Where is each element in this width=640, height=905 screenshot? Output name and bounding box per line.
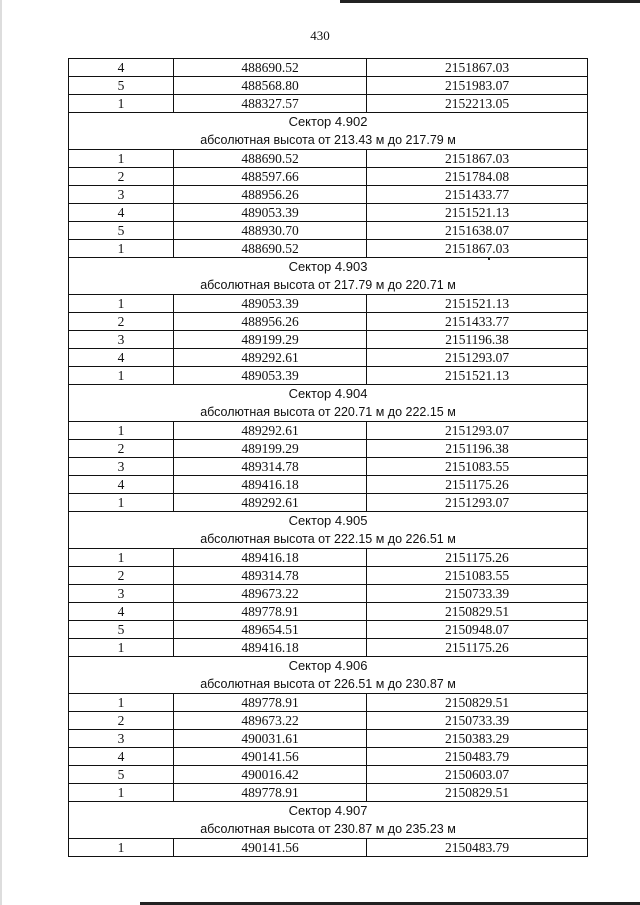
y-coordinate-cell: 2151196.38 bbox=[367, 440, 588, 458]
sector-title-row bbox=[69, 802, 588, 821]
point-number-cell: 5 bbox=[69, 621, 174, 639]
sector-title: Сектор 4.905 bbox=[69, 512, 588, 531]
x-coordinate-cell: 489416.18 bbox=[174, 549, 367, 567]
point-number-cell: 2 bbox=[69, 313, 174, 331]
y-coordinate-cell: 2150829.51 bbox=[367, 694, 588, 712]
x-coordinate-cell: 488597.66 bbox=[174, 168, 367, 186]
table-row bbox=[69, 349, 588, 367]
point-number-cell: 1 bbox=[69, 839, 174, 857]
x-coordinate-cell: 488956.26 bbox=[174, 186, 367, 204]
table-row bbox=[69, 168, 588, 186]
point-number-cell: 4 bbox=[69, 603, 174, 621]
x-coordinate-cell: 489199.29 bbox=[174, 331, 367, 349]
x-coordinate-cell: 490031.61 bbox=[174, 730, 367, 748]
table-row bbox=[69, 458, 588, 476]
y-coordinate-cell: 2151175.26 bbox=[367, 476, 588, 494]
y-coordinate-cell: 2151293.07 bbox=[367, 349, 588, 367]
scan-edge-left bbox=[0, 0, 2, 905]
table-row bbox=[69, 621, 588, 639]
x-coordinate-cell: 489778.91 bbox=[174, 603, 367, 621]
y-coordinate-cell: 2151983.07 bbox=[367, 77, 588, 95]
point-number-cell: 1 bbox=[69, 367, 174, 385]
x-coordinate-cell: 489416.18 bbox=[174, 639, 367, 657]
x-coordinate-cell: 488930.70 bbox=[174, 222, 367, 240]
y-coordinate-cell: 2152213.05 bbox=[367, 95, 588, 113]
y-coordinate-cell: 2150829.51 bbox=[367, 784, 588, 802]
table-row bbox=[69, 585, 588, 603]
point-number-cell: 1 bbox=[69, 494, 174, 512]
y-coordinate-cell: 2150829.51 bbox=[367, 603, 588, 621]
table-row bbox=[69, 186, 588, 204]
x-coordinate-cell: 489778.91 bbox=[174, 694, 367, 712]
point-number-cell: 1 bbox=[69, 95, 174, 113]
point-number-cell: 4 bbox=[69, 748, 174, 766]
sector-title: Сектор 4.903 bbox=[69, 258, 588, 277]
x-coordinate-cell: 489673.22 bbox=[174, 585, 367, 603]
x-coordinate-cell: 488690.52 bbox=[174, 59, 367, 77]
table-row bbox=[69, 204, 588, 222]
y-coordinate-cell: 2151867.03 bbox=[367, 240, 588, 258]
point-number-cell: 1 bbox=[69, 639, 174, 657]
x-coordinate-cell: 489654.51 bbox=[174, 621, 367, 639]
x-coordinate-cell: 488690.52 bbox=[174, 150, 367, 168]
table-row bbox=[69, 766, 588, 784]
x-coordinate-cell: 489053.39 bbox=[174, 367, 367, 385]
sector-title-row bbox=[69, 385, 588, 404]
point-number-cell: 4 bbox=[69, 349, 174, 367]
point-number-cell: 1 bbox=[69, 784, 174, 802]
sector-altitude-row bbox=[69, 530, 588, 549]
x-coordinate-cell: 489416.18 bbox=[174, 476, 367, 494]
point-number-cell: 5 bbox=[69, 222, 174, 240]
table-row bbox=[69, 295, 588, 313]
y-coordinate-cell: 2151521.13 bbox=[367, 367, 588, 385]
sector-altitude: абсолютная высота от 230.87 м до 235.23 м bbox=[69, 820, 588, 839]
sector-altitude: абсолютная высота от 213.43 м до 217.79 м bbox=[69, 131, 588, 150]
y-coordinate-cell: 2151293.07 bbox=[367, 494, 588, 512]
point-number-cell: 2 bbox=[69, 567, 174, 585]
y-coordinate-cell: 2151196.38 bbox=[367, 331, 588, 349]
y-coordinate-cell: 2151175.26 bbox=[367, 639, 588, 657]
table-row bbox=[69, 77, 588, 95]
point-number-cell: 1 bbox=[69, 295, 174, 313]
x-coordinate-cell: 488327.57 bbox=[174, 95, 367, 113]
x-coordinate-cell: 490016.42 bbox=[174, 766, 367, 784]
y-coordinate-cell: 2151433.77 bbox=[367, 313, 588, 331]
point-number-cell: 1 bbox=[69, 150, 174, 168]
sector-title: Сектор 4.904 bbox=[69, 385, 588, 404]
table-row bbox=[69, 603, 588, 621]
sector-altitude: абсолютная высота от 222.15 м до 226.51 м bbox=[69, 530, 588, 549]
table-row bbox=[69, 440, 588, 458]
scan-edge-top bbox=[340, 0, 640, 3]
sector-altitude-row bbox=[69, 276, 588, 295]
x-coordinate-cell: 488956.26 bbox=[174, 313, 367, 331]
table-row bbox=[69, 839, 588, 857]
point-number-cell: 3 bbox=[69, 331, 174, 349]
table-row bbox=[69, 222, 588, 240]
table-row bbox=[69, 694, 588, 712]
sector-title-row bbox=[69, 113, 588, 132]
table-row bbox=[69, 784, 588, 802]
table-row bbox=[69, 748, 588, 766]
x-coordinate-cell: 489292.61 bbox=[174, 349, 367, 367]
table-row bbox=[69, 313, 588, 331]
sector-altitude: абсолютная высота от 220.71 м до 222.15 м bbox=[69, 403, 588, 422]
point-number-cell: 3 bbox=[69, 458, 174, 476]
point-number-cell: 2 bbox=[69, 712, 174, 730]
sector-title-row bbox=[69, 512, 588, 531]
point-number-cell: 4 bbox=[69, 204, 174, 222]
point-number-cell: 4 bbox=[69, 59, 174, 77]
point-number-cell: 4 bbox=[69, 476, 174, 494]
table-row bbox=[69, 150, 588, 168]
table-row bbox=[69, 476, 588, 494]
table-row bbox=[69, 367, 588, 385]
point-number-cell: 2 bbox=[69, 168, 174, 186]
y-coordinate-cell: 2150483.79 bbox=[367, 748, 588, 766]
y-coordinate-cell: 2151175.26 bbox=[367, 549, 588, 567]
point-number-cell: 5 bbox=[69, 77, 174, 95]
y-coordinate-cell: 2150733.39 bbox=[367, 712, 588, 730]
point-number-cell: 3 bbox=[69, 585, 174, 603]
x-coordinate-cell: 489292.61 bbox=[174, 494, 367, 512]
table-row bbox=[69, 730, 588, 748]
y-coordinate-cell: 2151433.77 bbox=[367, 186, 588, 204]
y-coordinate-cell: 2150483.79 bbox=[367, 839, 588, 857]
x-coordinate-cell: 489314.78 bbox=[174, 458, 367, 476]
sector-title-row bbox=[69, 258, 588, 277]
table-row bbox=[69, 59, 588, 77]
point-number-cell: 2 bbox=[69, 440, 174, 458]
coordinates-table-body bbox=[69, 59, 588, 857]
x-coordinate-cell: 489199.29 bbox=[174, 440, 367, 458]
y-coordinate-cell: 2150383.29 bbox=[367, 730, 588, 748]
y-coordinate-cell: 2151867.03 bbox=[367, 150, 588, 168]
table-row bbox=[69, 331, 588, 349]
table-row bbox=[69, 567, 588, 585]
y-coordinate-cell: 2151638.07 bbox=[367, 222, 588, 240]
sector-title: Сектор 4.907 bbox=[69, 802, 588, 821]
sector-title: Сектор 4.906 bbox=[69, 657, 588, 676]
sector-altitude: абсолютная высота от 217.79 м до 220.71 м bbox=[69, 276, 588, 295]
table-row bbox=[69, 549, 588, 567]
x-coordinate-cell: 489673.22 bbox=[174, 712, 367, 730]
sector-altitude-row bbox=[69, 820, 588, 839]
point-number-cell: 1 bbox=[69, 549, 174, 567]
y-coordinate-cell: 2151521.13 bbox=[367, 295, 588, 313]
y-coordinate-cell: 2151521.13 bbox=[367, 204, 588, 222]
point-number-cell: 5 bbox=[69, 766, 174, 784]
x-coordinate-cell: 489053.39 bbox=[174, 204, 367, 222]
sector-altitude-row bbox=[69, 131, 588, 150]
x-coordinate-cell: 488568.80 bbox=[174, 77, 367, 95]
y-coordinate-cell: 2151784.08 bbox=[367, 168, 588, 186]
table-row bbox=[69, 422, 588, 440]
x-coordinate-cell: 489292.61 bbox=[174, 422, 367, 440]
table-row bbox=[69, 95, 588, 113]
point-number-cell: 3 bbox=[69, 186, 174, 204]
y-coordinate-cell: 2151293.07 bbox=[367, 422, 588, 440]
y-coordinate-cell: 2151083.55 bbox=[367, 458, 588, 476]
x-coordinate-cell: 490141.56 bbox=[174, 748, 367, 766]
y-coordinate-cell: 2150733.39 bbox=[367, 585, 588, 603]
point-number-cell: 1 bbox=[69, 240, 174, 258]
sector-title: Сектор 4.902 bbox=[69, 113, 588, 132]
x-coordinate-cell: 488690.52 bbox=[174, 240, 367, 258]
point-number-cell: 1 bbox=[69, 694, 174, 712]
sector-altitude: абсолютная высота от 226.51 м до 230.87 м bbox=[69, 675, 588, 694]
y-coordinate-cell: 2150603.07 bbox=[367, 766, 588, 784]
sector-altitude-row bbox=[69, 675, 588, 694]
y-coordinate-cell: 2150948.07 bbox=[367, 621, 588, 639]
table-row bbox=[69, 494, 588, 512]
sector-altitude-row bbox=[69, 403, 588, 422]
x-coordinate-cell: 490141.56 bbox=[174, 839, 367, 857]
sector-title-row bbox=[69, 657, 588, 676]
table-row bbox=[69, 712, 588, 730]
page-number: 430 bbox=[310, 28, 330, 43]
y-coordinate-cell: 2151083.55 bbox=[367, 567, 588, 585]
coordinates-table bbox=[68, 58, 588, 857]
table-row bbox=[69, 639, 588, 657]
point-number-cell: 3 bbox=[69, 730, 174, 748]
x-coordinate-cell: 489778.91 bbox=[174, 784, 367, 802]
point-number-cell: 1 bbox=[69, 422, 174, 440]
y-coordinate-cell: 2151867.03 bbox=[367, 59, 588, 77]
x-coordinate-cell: 489314.78 bbox=[174, 567, 367, 585]
table-row bbox=[69, 240, 588, 258]
x-coordinate-cell: 489053.39 bbox=[174, 295, 367, 313]
